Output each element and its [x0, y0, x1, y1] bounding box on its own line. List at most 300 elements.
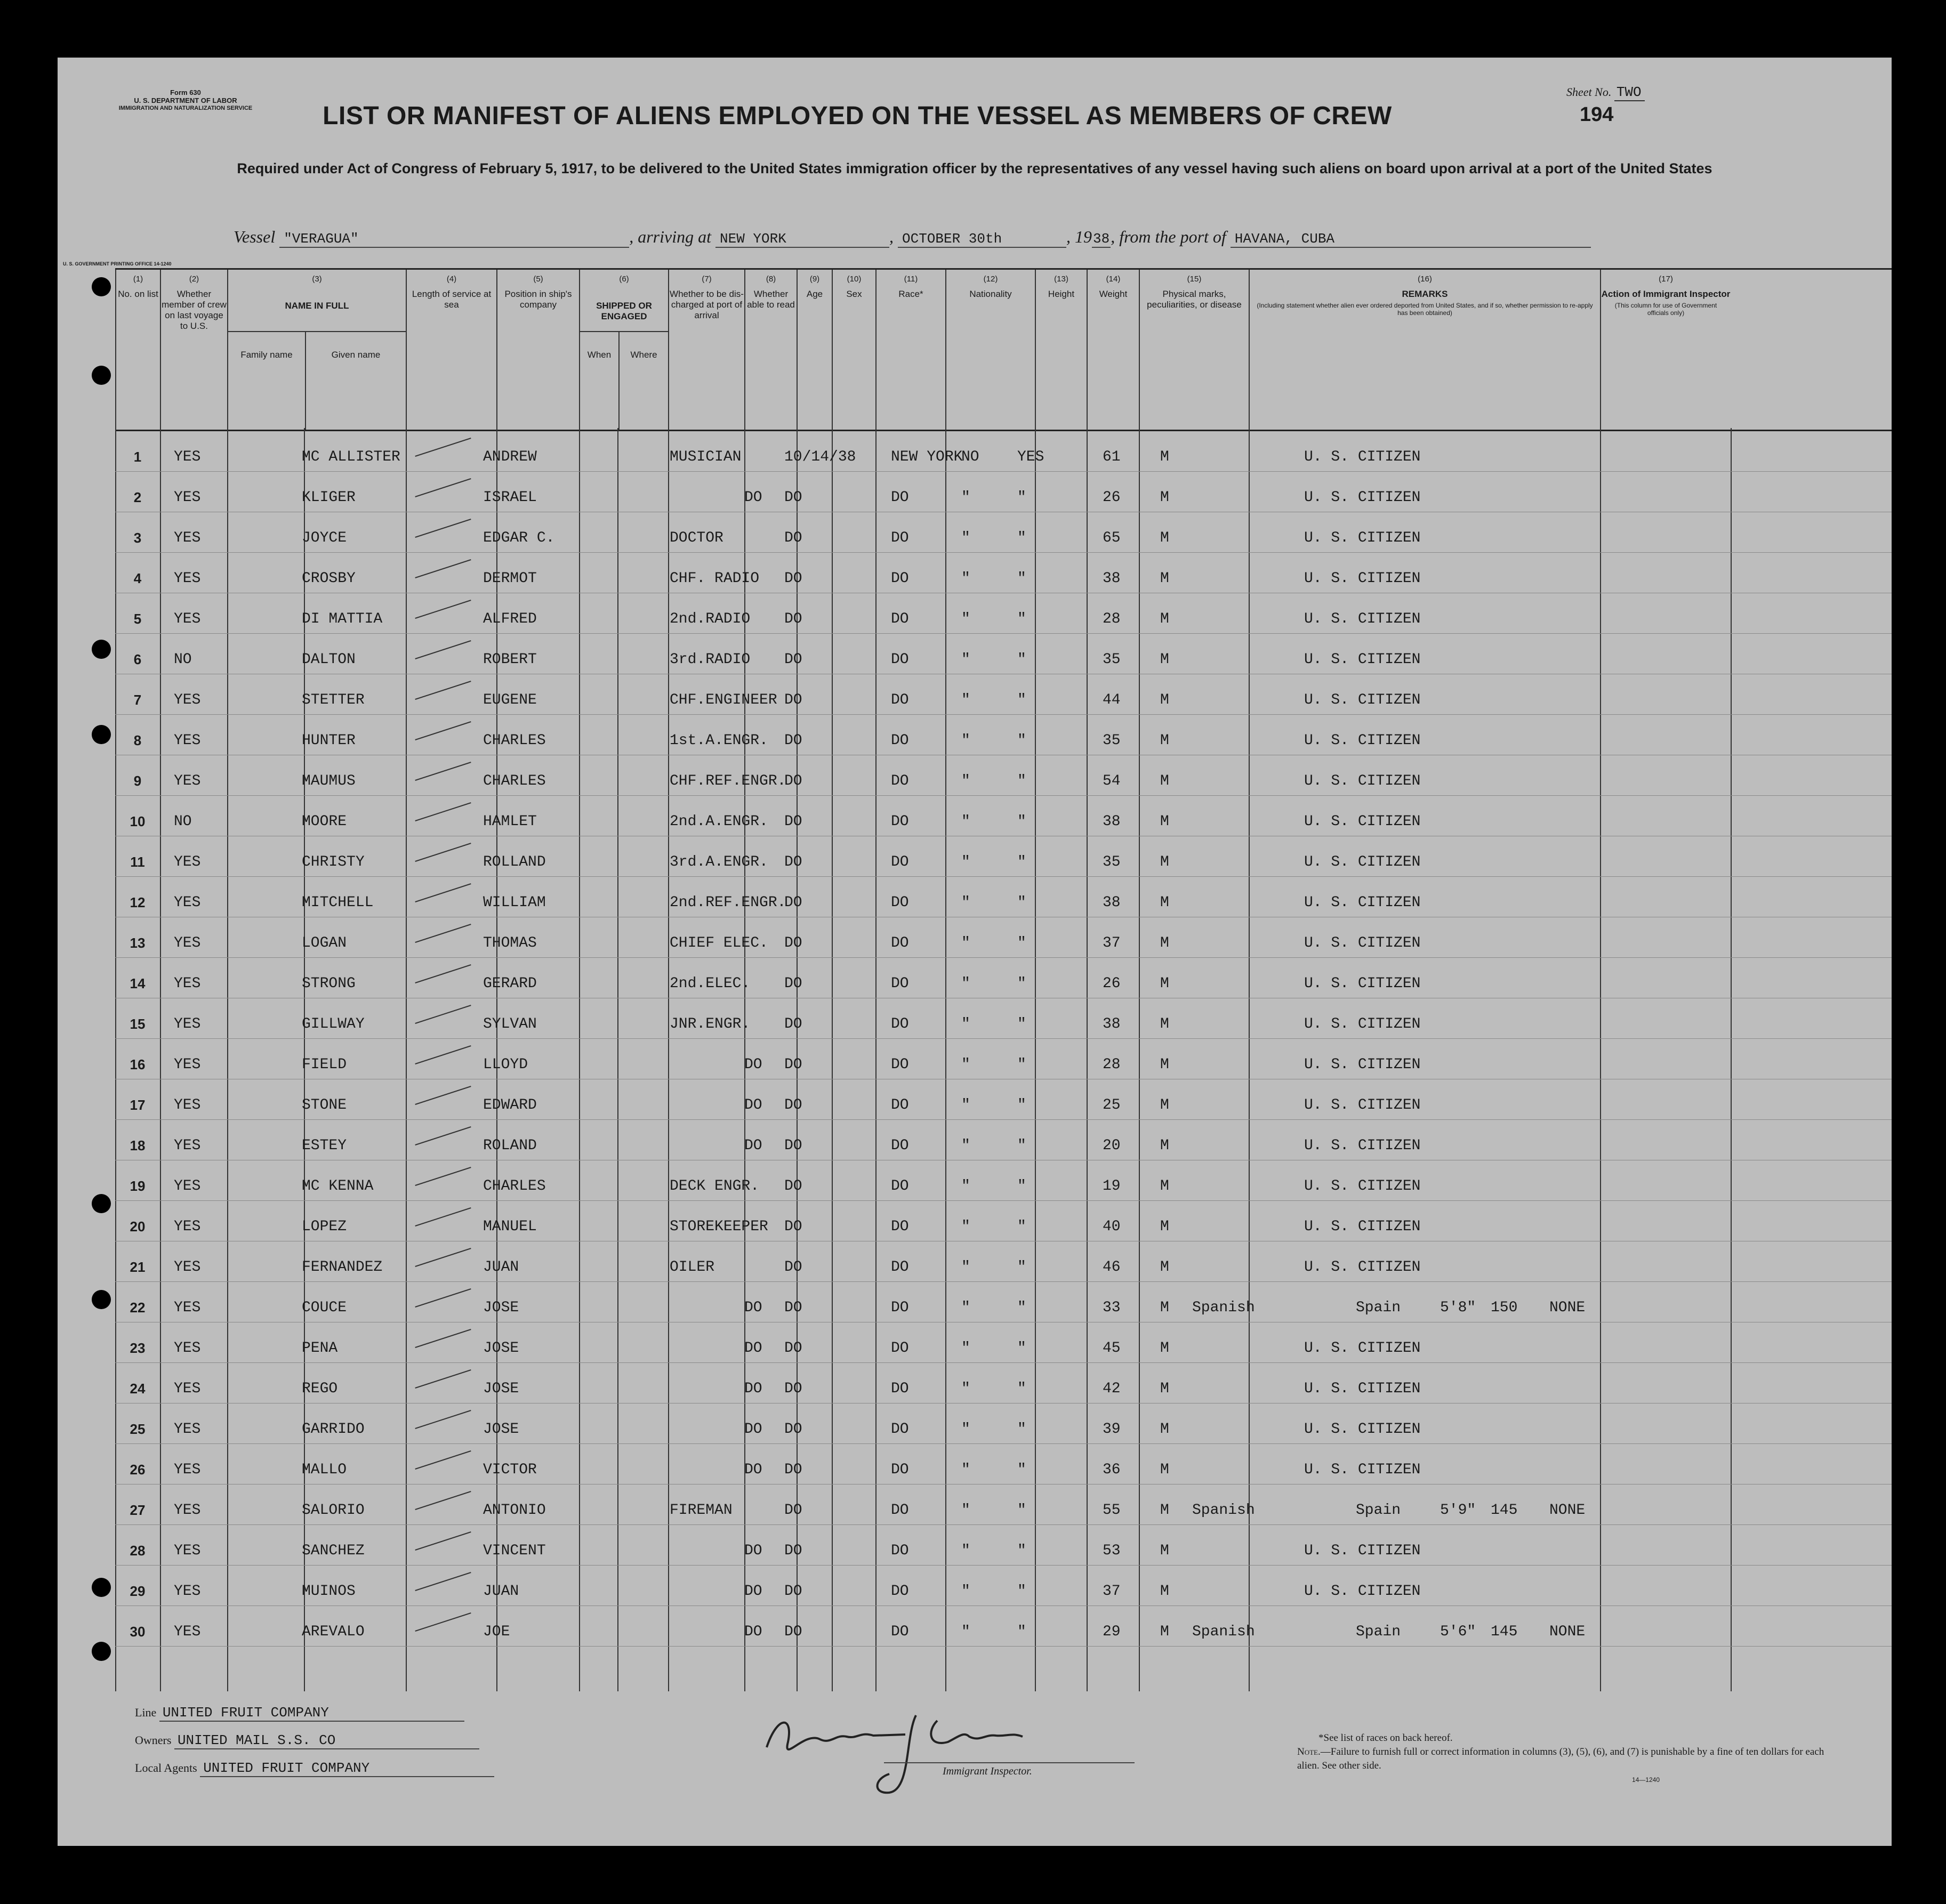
cell-where: DO — [891, 1056, 909, 1073]
cell-sex: M — [1160, 854, 1169, 870]
cell-nationality: U. S. CITIZEN — [1304, 530, 1421, 546]
signature-text — [745, 1683, 746, 1684]
service-tick-mark — [415, 640, 471, 659]
cell-read: " — [1017, 570, 1026, 587]
cell-read: " — [1017, 692, 1026, 708]
cell-sex: M — [1160, 1381, 1169, 1397]
cell-position: CHF.REF.ENGR. — [670, 773, 786, 789]
cell-where: DO — [891, 1259, 909, 1276]
cell-given: GERARD — [483, 975, 537, 992]
cell-family: GILLWAY — [302, 1016, 365, 1032]
race-note: *See list of races on back hereof. — [1318, 1732, 1453, 1744]
cell-when: DO — [784, 1300, 802, 1316]
punch-hole — [92, 1290, 111, 1309]
cell-nationality: U. S. CITIZEN — [1304, 894, 1421, 911]
cell-when: DO — [784, 1259, 802, 1276]
cell-family: MALLO — [302, 1462, 347, 1478]
cell-where: DO — [891, 732, 909, 749]
column-header — [1087, 270, 1139, 430]
service-tick-mark — [415, 1126, 471, 1145]
column-number: (15) — [1187, 275, 1202, 284]
cell-sex: M — [1160, 1219, 1169, 1235]
cell-crew: YES — [174, 1421, 201, 1438]
cell-given: ALFRED — [483, 611, 537, 627]
cell-when: DO — [784, 1543, 802, 1559]
cell-crew: YES — [174, 935, 201, 951]
cell-no: 2 — [133, 489, 142, 505]
cell-age: 33 — [1103, 1300, 1121, 1316]
cell-family: KLIGER — [302, 489, 356, 506]
cell-age: 38 — [1103, 1016, 1121, 1032]
cell-where: DO — [891, 773, 909, 789]
cell-when: DO — [784, 813, 802, 830]
table-row — [115, 1241, 1892, 1282]
column-label: No. on list — [118, 289, 158, 299]
column-number: (17) — [1659, 275, 1673, 284]
subheader-divider — [228, 331, 407, 332]
cell-sex: M — [1160, 1259, 1169, 1276]
cell-age: 25 — [1103, 1097, 1121, 1114]
cell-position: DO — [744, 489, 762, 506]
agents-label: Local Agents — [135, 1761, 197, 1774]
cell-age: 53 — [1103, 1543, 1121, 1559]
service-tick-mark — [415, 1329, 471, 1348]
service-tick-mark — [415, 1450, 471, 1470]
table-row — [115, 1200, 1892, 1241]
cell-family: MC KENNA — [302, 1178, 374, 1195]
cell-crew: YES — [174, 611, 201, 627]
service-tick-mark — [415, 924, 471, 943]
cell-crew: YES — [174, 1219, 201, 1235]
service-tick-mark — [415, 1491, 471, 1510]
cell-crew: YES — [174, 1300, 201, 1316]
cell-given: EDGAR C. — [483, 530, 555, 546]
cell-discharged: " — [961, 651, 970, 668]
cell-when: DO — [784, 1583, 802, 1600]
cell-when: DO — [784, 1624, 802, 1640]
cell-no: 21 — [130, 1259, 146, 1275]
cell-where: DO — [891, 894, 909, 911]
column-header — [668, 270, 744, 430]
cell-sex: M — [1160, 1137, 1169, 1154]
column-label: Age — [806, 289, 823, 299]
service-tick-mark — [415, 1612, 471, 1632]
cell-family: DALTON — [302, 651, 356, 668]
cell-sex: M — [1160, 1097, 1169, 1114]
cell-discharged: " — [961, 1624, 970, 1640]
cell-crew: YES — [174, 854, 201, 870]
cell-position: JNR.ENGR. — [670, 1016, 751, 1032]
cell-nationality: U. S. CITIZEN — [1304, 1178, 1421, 1195]
cell-sex: M — [1160, 1502, 1169, 1519]
form-number: Form 630 — [170, 88, 201, 96]
cell-height: 5'9" — [1440, 1502, 1476, 1519]
column-number: (4) — [446, 275, 457, 284]
cell-where: DO — [891, 1340, 909, 1357]
service-tick-mark — [415, 478, 471, 497]
cell-nationality: U. S. CITIZEN — [1304, 1016, 1421, 1032]
cell-age: 35 — [1103, 732, 1121, 749]
cell-crew: YES — [174, 894, 201, 911]
cell-discharged: " — [961, 1462, 970, 1478]
note-label: Note. — [1297, 1746, 1321, 1757]
cell-weight: 150 — [1491, 1300, 1518, 1316]
cell-age: 40 — [1103, 1219, 1121, 1235]
cell-sex: M — [1160, 651, 1169, 668]
service-tick-mark — [415, 1045, 471, 1064]
signature-mark — [745, 1683, 1140, 1801]
service-tick-mark — [415, 681, 471, 700]
cell-sex: M — [1160, 1300, 1169, 1316]
cell-discharged: " — [961, 1421, 970, 1438]
column-number: (1) — [133, 275, 143, 284]
cell-no: 18 — [130, 1137, 146, 1153]
cell-position: 2nd.RADIO — [670, 611, 751, 627]
cell-race: Spanish — [1192, 1502, 1255, 1519]
cell-given: EUGENE — [483, 692, 537, 708]
service-tick-mark — [415, 964, 471, 983]
cell-weight: 145 — [1491, 1502, 1518, 1519]
cell-nationality: U. S. CITIZEN — [1304, 1340, 1421, 1357]
cell-no: 17 — [130, 1097, 146, 1113]
line-field — [135, 1705, 464, 1722]
cell-race: Spanish — [1192, 1300, 1255, 1316]
cell-crew: YES — [174, 489, 201, 506]
cell-family: SALORIO — [302, 1502, 365, 1519]
cell-no: 26 — [130, 1462, 146, 1478]
service-tick-mark — [415, 1207, 471, 1227]
cell-discharged: " — [961, 1300, 970, 1316]
cell-when: 10/14/38 — [784, 449, 856, 465]
cell-position: DO — [744, 1543, 762, 1559]
cell-discharged: " — [961, 1583, 970, 1600]
cell-position: DO — [744, 1097, 762, 1114]
service-tick-mark — [415, 1167, 471, 1186]
table-row — [115, 998, 1892, 1039]
cell-given: JOE — [483, 1624, 510, 1640]
cell-no: 13 — [130, 935, 146, 951]
cell-no: 30 — [130, 1624, 146, 1640]
cell-no: 7 — [133, 692, 142, 708]
cell-given: ANTONIO — [483, 1502, 546, 1519]
column-header — [406, 270, 496, 430]
cell-read: " — [1017, 773, 1026, 789]
cell-height: 5'8" — [1440, 1300, 1476, 1316]
cell-read: " — [1017, 1381, 1026, 1397]
service-tick-mark — [415, 843, 471, 862]
cell-nationality: U. S. CITIZEN — [1304, 1056, 1421, 1073]
cell-discharged: " — [961, 935, 970, 951]
cell-no: 3 — [133, 530, 142, 546]
service-tick-mark — [415, 721, 471, 740]
cell-when: DO — [784, 894, 802, 911]
cell-where: DO — [891, 1381, 909, 1397]
cell-when: DO — [784, 1178, 802, 1195]
cell-crew: YES — [174, 692, 201, 708]
cell-marks: NONE — [1549, 1300, 1586, 1316]
cell-when: DO — [784, 732, 802, 749]
cell-given: ROLLAND — [483, 854, 546, 870]
cell-where: DO — [891, 1016, 909, 1032]
cell-where: DO — [891, 935, 909, 951]
cell-position: 2nd.A.ENGR. — [670, 813, 768, 830]
cell-no: 28 — [130, 1543, 146, 1559]
cell-age: 20 — [1103, 1137, 1121, 1154]
cell-read: " — [1017, 1624, 1026, 1640]
column-label: Whether member of crew on last voyage to U.S. — [162, 289, 227, 331]
cell-crew: NO — [174, 813, 192, 830]
service-tick-mark — [415, 1410, 471, 1429]
column-label: SHIPPED OR ENGAGED — [596, 301, 652, 321]
cell-marks: NONE — [1549, 1624, 1586, 1640]
cell-no: 14 — [130, 975, 146, 991]
table-header — [115, 268, 1892, 431]
service-tick-mark — [415, 559, 471, 578]
cell-where: DO — [891, 611, 909, 627]
agents-value: UNITED FRUIT COMPANY — [200, 1760, 494, 1777]
cell-crew: YES — [174, 1178, 201, 1195]
cell-age: 35 — [1103, 854, 1121, 870]
cell-family: REGO — [302, 1381, 338, 1397]
cell-position: DO — [744, 1300, 762, 1316]
cell-given: ROLAND — [483, 1137, 537, 1154]
table-row — [115, 1322, 1892, 1363]
cell-nationality: U. S. CITIZEN — [1304, 1219, 1421, 1235]
cell-when: DO — [784, 1219, 802, 1235]
cell-discharged: " — [961, 1259, 970, 1276]
cell-family: GARRIDO — [302, 1421, 365, 1438]
cell-position: CHF. RADIO — [670, 570, 760, 587]
cell-discharged: " — [961, 489, 970, 506]
column-label: Whether able to read — [747, 289, 795, 310]
cell-crew: YES — [174, 570, 201, 587]
cell-sex: M — [1160, 813, 1169, 830]
arrival-date: OCTOBER 30th — [898, 231, 1066, 248]
cell-when: DO — [784, 570, 802, 587]
cell-race: Spanish — [1192, 1624, 1255, 1640]
cell-family: MOORE — [302, 813, 347, 830]
cell-read: " — [1017, 530, 1026, 546]
cell-crew: YES — [174, 1624, 201, 1640]
cell-age: 28 — [1103, 1056, 1121, 1073]
cell-given: DERMOT — [483, 570, 537, 587]
departure-port: HAVANA, CUBA — [1231, 231, 1591, 248]
cell-height: 5'6" — [1440, 1624, 1476, 1640]
cell-age: 45 — [1103, 1340, 1121, 1357]
sheet-number — [1566, 84, 1645, 100]
cell-nationality: U. S. CITIZEN — [1304, 651, 1421, 668]
cell-crew: YES — [174, 1502, 201, 1519]
cell-where: DO — [891, 1462, 909, 1478]
cell-family: STETTER — [302, 692, 365, 708]
cell-position: 3rd.A.ENGR. — [670, 854, 768, 870]
column-number: (10) — [847, 275, 862, 284]
punch-hole — [92, 1578, 111, 1597]
column-header — [1600, 270, 1731, 430]
cell-no: 20 — [130, 1219, 146, 1235]
cell-position: 2nd.ELEC. — [670, 975, 751, 992]
cell-family: LOPEZ — [302, 1219, 347, 1235]
cell-nationality: U. S. CITIZEN — [1304, 773, 1421, 789]
cell-sex: M — [1160, 489, 1169, 506]
cell-crew: YES — [174, 449, 201, 465]
cell-crew: YES — [174, 1462, 201, 1478]
cell-family: LOGAN — [302, 935, 347, 951]
cell-age: 19 — [1103, 1178, 1121, 1195]
cell-family: JOYCE — [302, 530, 347, 546]
subtitle: Required under Act of Congress of February 5, 1917, to be delivered to the United States immigration officer by the representatives of any vessel having such aliens on board upon arrival at a port of the United States — [237, 160, 1712, 176]
cell-given: SYLVAN — [483, 1016, 537, 1032]
vessel-name: "VERAGUA" — [279, 231, 629, 248]
footnotes — [1297, 1731, 1836, 1787]
cell-when: DO — [784, 651, 802, 668]
cell-no: 10 — [130, 813, 146, 829]
cell-no: 19 — [130, 1178, 146, 1194]
cell-crew: YES — [174, 1583, 201, 1600]
column-label: Nationality — [969, 289, 1012, 299]
cell-given: THOMAS — [483, 935, 537, 951]
table-row — [115, 1403, 1892, 1444]
cell-no: 11 — [130, 854, 145, 870]
arrival-year: 38 — [1092, 231, 1110, 247]
table-row — [115, 1606, 1892, 1647]
cell-crew: YES — [174, 1056, 201, 1073]
cell-age: 44 — [1103, 692, 1121, 708]
column-label: REMARKS — [1402, 289, 1448, 299]
from-label: , from the port of — [1111, 227, 1226, 246]
column-header — [496, 270, 579, 430]
cell-nationality: U. S. CITIZEN — [1304, 854, 1421, 870]
cell-discharged: " — [961, 692, 970, 708]
cell-when: DO — [784, 1502, 802, 1519]
punch-hole — [92, 725, 111, 744]
column-header — [875, 270, 945, 430]
cell-nationality: U. S. CITIZEN — [1304, 449, 1421, 465]
manifest-sheet — [58, 58, 1892, 1846]
cell-family: PENA — [302, 1340, 338, 1357]
table-row — [115, 593, 1892, 634]
column-label: Sex — [846, 289, 862, 299]
cell-no: 9 — [133, 773, 142, 789]
cell-no: 12 — [130, 894, 146, 910]
column-header — [579, 270, 668, 430]
arriving-label: , arriving at — [629, 227, 711, 246]
table-row — [115, 755, 1892, 796]
cell-discharged: " — [961, 975, 970, 992]
cell-read: " — [1017, 732, 1026, 749]
cell-where: DO — [891, 813, 909, 830]
column-number: (13) — [1054, 275, 1068, 284]
cell-given: JOSE — [483, 1421, 519, 1438]
subheader-label: Where — [630, 350, 657, 360]
cell-no: 8 — [133, 732, 142, 748]
cell-crew: YES — [174, 975, 201, 992]
table-row — [115, 1038, 1892, 1079]
cell-read: " — [1017, 1056, 1026, 1073]
cell-given: CHARLES — [483, 732, 546, 749]
cell-when: DO — [784, 773, 802, 789]
cell-age: 35 — [1103, 651, 1121, 668]
cell-read: " — [1017, 1259, 1026, 1276]
cell-given: HAMLET — [483, 813, 537, 830]
column-header — [744, 270, 797, 430]
cell-when: DO — [784, 489, 802, 506]
cell-position: DO — [744, 1421, 762, 1438]
subheader-label: Family name — [240, 350, 293, 360]
cell-position: 3rd.RADIO — [670, 651, 751, 668]
cell-nationality: U. S. CITIZEN — [1304, 611, 1421, 627]
cell-discharged: " — [961, 1381, 970, 1397]
table-row — [115, 512, 1892, 553]
cell-discharged: NO — [961, 449, 979, 465]
cell-age: 65 — [1103, 530, 1121, 546]
cell-nationality: U. S. CITIZEN — [1304, 1543, 1421, 1559]
cell-no: 27 — [130, 1502, 146, 1518]
column-note: (This column for use of Government officials only) — [1614, 302, 1717, 317]
sheet-label: Sheet No. — [1566, 85, 1612, 99]
cell-no: 1 — [133, 449, 142, 465]
cell-family: HUNTER — [302, 732, 356, 749]
cell-position: DO — [744, 1381, 762, 1397]
cell-given: ANDREW — [483, 449, 537, 465]
vessel-label: Vessel — [234, 227, 276, 246]
cell-family: MUINOS — [302, 1583, 356, 1600]
cell-given: CHARLES — [483, 773, 546, 789]
page-stamp: 194 — [1580, 103, 1614, 126]
cell-when: DO — [784, 1056, 802, 1073]
cell-discharged: " — [961, 1137, 970, 1154]
table-body — [115, 428, 1892, 1691]
cell-nationality: U. S. CITIZEN — [1304, 1137, 1421, 1154]
cell-nationality: U. S. CITIZEN — [1304, 692, 1421, 708]
cell-given: WILLIAM — [483, 894, 546, 911]
cell-crew: YES — [174, 1097, 201, 1114]
note-text: —Failure to furnish full or correct information in columns (3), (5), (6), and (7) is punishable by a fine of ten dollars for each alien. See other side. — [1297, 1746, 1824, 1771]
cell-age: 37 — [1103, 935, 1121, 951]
punch-hole — [92, 277, 111, 296]
cell-family: ESTEY — [302, 1137, 347, 1154]
cell-no: 29 — [130, 1583, 146, 1599]
cell-position: 1st.A.ENGR. — [670, 732, 768, 749]
cell-family: AREVALO — [302, 1624, 365, 1640]
cell-where: DO — [891, 1543, 909, 1559]
table-row — [115, 1160, 1892, 1201]
cell-where: DO — [891, 1421, 909, 1438]
table-row — [115, 714, 1892, 755]
cell-discharged: " — [961, 732, 970, 749]
cell-position: FIREMAN — [670, 1502, 733, 1519]
punch-hole — [92, 1642, 111, 1661]
column-label: Position in ship's company — [504, 289, 572, 310]
cell-discharged: " — [961, 570, 970, 587]
column-label: Physical marks, peculiarities, or disease — [1147, 289, 1242, 310]
cell-discharged: " — [961, 1543, 970, 1559]
cell-discharged: " — [961, 854, 970, 870]
printing-office: U. S. GOVERNMENT PRINTING OFFICE 14-1240 — [63, 261, 172, 267]
cell-nationality: U. S. CITIZEN — [1304, 489, 1421, 506]
cell-given: ROBERT — [483, 651, 537, 668]
cell-where: DO — [891, 1300, 909, 1316]
cell-when: DO — [784, 1137, 802, 1154]
cell-read: " — [1017, 1016, 1026, 1032]
arrival-port: NEW YORK — [715, 231, 889, 248]
cell-discharged: " — [961, 894, 970, 911]
cell-age: 61 — [1103, 449, 1121, 465]
table-row — [115, 1484, 1892, 1525]
cell-no: 15 — [130, 1016, 146, 1032]
service-tick-mark — [415, 762, 471, 781]
signature-line — [884, 1762, 1135, 1763]
